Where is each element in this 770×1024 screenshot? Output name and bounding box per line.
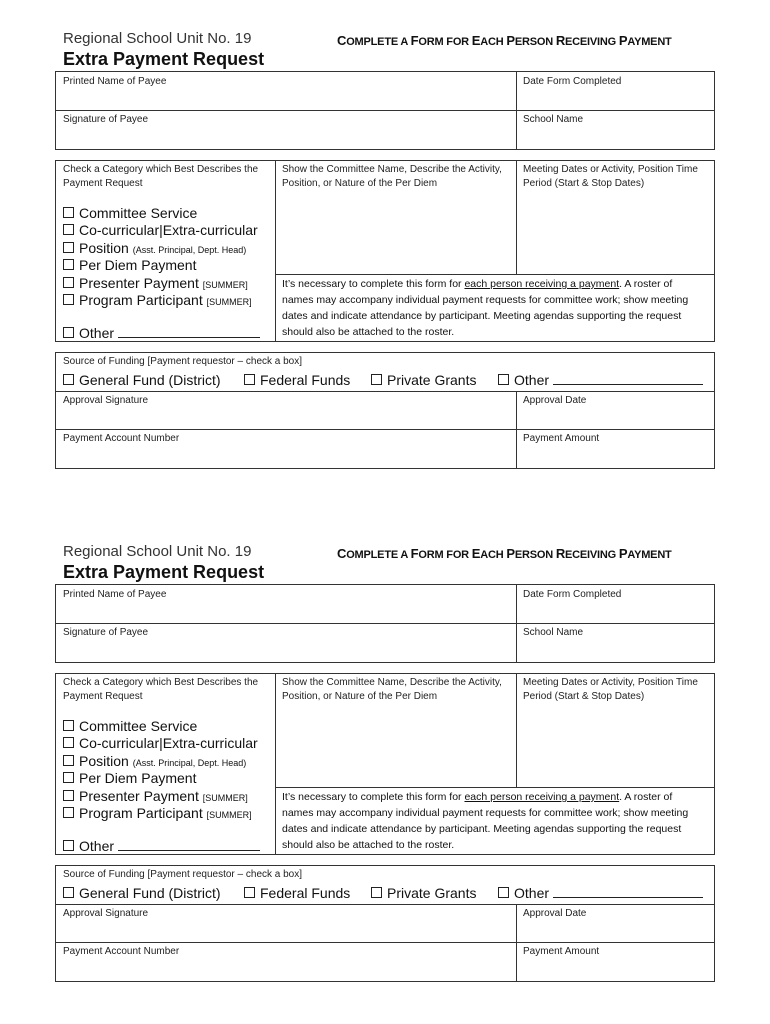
checkbox-icon[interactable] [498,374,509,385]
org-name: Regional School Unit No. 19 [63,543,252,560]
school-name-label: School Name [523,627,584,638]
category-committee-service[interactable]: Committee Service [63,718,197,735]
payee-signature-field[interactable] [63,626,513,660]
other-funding-input[interactable] [553,372,703,385]
funding-private-grants[interactable]: Private Grants [371,372,476,388]
approval-date-field[interactable] [523,394,711,427]
account-number-field[interactable] [63,945,513,979]
checkbox-icon[interactable] [63,755,74,766]
form-instruction: COMPLETE A FORM FOR EACH PERSON RECEIVING PAYMENT [337,33,672,48]
date-completed-field[interactable] [523,75,711,109]
meeting-dates-field[interactable] [519,196,713,272]
form-note: It’s necessary to complete this form for each person receiving a payment. A roster of names may accompany individual payment requests for committee work; show meeting dates and indicate attendance by participant. Meeting agendas supporting the request should also be attached to the roster. [282,791,689,851]
funding-general-fund[interactable]: General Fund (District) [63,372,221,388]
category-other[interactable]: Other [63,838,260,855]
account-number-field[interactable] [63,432,513,466]
approval-date-field[interactable] [523,907,711,940]
category-position[interactable]: Position (Asst. Principal, Dept. Head) [63,753,246,772]
funding-other[interactable]: Other [498,885,703,901]
funding-label: Source of Funding [Payment requestor – check a box] [63,869,303,880]
payment-amount-field[interactable] [523,945,711,979]
checkbox-icon[interactable] [63,887,74,898]
account-number-label: Payment Account Number [63,433,180,444]
payee-name-field[interactable] [63,588,513,622]
other-category-input[interactable] [118,838,260,851]
committee-description-field[interactable] [278,196,514,272]
funding-general-fund[interactable]: General Fund (District) [63,885,221,901]
checkbox-icon[interactable] [63,720,74,731]
payee-name-label: Printed Name of Payee [63,589,167,600]
category-program-participant[interactable]: Program Participant [SUMMER] [63,805,252,824]
approval-date-label: Approval Date [523,908,587,919]
checkbox-icon[interactable] [244,887,255,898]
other-funding-input[interactable] [553,885,703,898]
checkbox-icon[interactable] [63,242,74,253]
account-number-label: Payment Account Number [63,946,180,957]
funding-other[interactable]: Other [498,372,703,388]
date-completed-field[interactable] [523,588,711,622]
checkbox-icon[interactable] [63,327,74,338]
checkbox-icon[interactable] [63,840,74,851]
committee-description-field[interactable] [278,709,514,785]
school-name-label: School Name [523,114,584,125]
payee-signature-label: Signature of Payee [63,627,149,638]
school-name-field[interactable] [523,113,711,147]
date-completed-label: Date Form Completed [523,76,622,87]
funding-federal-funds[interactable]: Federal Funds [244,885,350,901]
date-completed-label: Date Form Completed [523,589,622,600]
payment-form-2 [0,513,770,983]
funding-label: Source of Funding [Payment requestor – check a box] [63,356,303,367]
category-cocurricular[interactable]: Co-curricular|Extra-curricular [63,222,258,239]
checkbox-icon[interactable] [498,887,509,898]
approval-signature-field[interactable] [63,394,513,427]
meeting-dates-field[interactable] [519,709,713,785]
category-presenter[interactable]: Presenter Payment [SUMMER] [63,275,248,294]
checkbox-icon[interactable] [244,374,255,385]
org-name: Regional School Unit No. 19 [63,30,252,47]
committee-description-header: Show the Committee Name, Describe the Activity, Position, or Nature of the Per Diem [282,677,502,702]
checkbox-icon[interactable] [371,887,382,898]
payee-signature-label: Signature of Payee [63,114,149,125]
checkbox-icon[interactable] [63,374,74,385]
approval-signature-label: Approval Signature [63,395,149,406]
category-presenter[interactable]: Presenter Payment [SUMMER] [63,788,248,807]
meeting-dates-header: Meeting Dates or Activity, Position Time Period (Start & Stop Dates) [523,677,698,702]
payment-amount-label: Payment Amount [523,946,600,957]
committee-description-header: Show the Committee Name, Describe the Activity, Position, or Nature of the Per Diem [282,164,502,189]
checkbox-icon[interactable] [63,294,74,305]
payment-amount-field[interactable] [523,432,711,466]
meeting-dates-header: Meeting Dates or Activity, Position Time Period (Start & Stop Dates) [523,164,698,189]
approval-date-label: Approval Date [523,395,587,406]
other-category-input[interactable] [118,325,260,338]
category-per-diem[interactable]: Per Diem Payment [63,257,196,274]
form-instruction: COMPLETE A FORM FOR EACH PERSON RECEIVING PAYMENT [337,546,672,561]
category-committee-service[interactable]: Committee Service [63,205,197,222]
checkbox-icon[interactable] [63,790,74,801]
category-position[interactable]: Position (Asst. Principal, Dept. Head) [63,240,246,259]
school-name-field[interactable] [523,626,711,660]
approval-signature-field[interactable] [63,907,513,940]
checkbox-icon[interactable] [63,772,74,783]
checkbox-icon[interactable] [63,207,74,218]
payee-name-field[interactable] [63,75,513,109]
checkbox-icon[interactable] [63,277,74,288]
payment-form-1 [0,0,770,470]
funding-federal-funds[interactable]: Federal Funds [244,372,350,388]
category-per-diem[interactable]: Per Diem Payment [63,770,196,787]
category-cocurricular[interactable]: Co-curricular|Extra-curricular [63,735,258,752]
funding-private-grants[interactable]: Private Grants [371,885,476,901]
form-title: Extra Payment Request [63,49,265,69]
category-program-participant[interactable]: Program Participant [SUMMER] [63,292,252,311]
category-header: Check a Category which Best Describes the Payment Request [63,164,259,189]
approval-signature-label: Approval Signature [63,908,149,919]
form-title: Extra Payment Request [63,562,265,582]
category-header: Check a Category which Best Describes the Payment Request [63,677,259,702]
form-note: It’s necessary to complete this form for each person receiving a payment. A roster of names may accompany individual payment requests for committee work; show meeting dates and indicate attendance by participant. Meeting agendas supporting the request should also be attached to the roster. [282,278,689,338]
checkbox-icon[interactable] [63,737,74,748]
checkbox-icon[interactable] [371,374,382,385]
payee-signature-field[interactable] [63,113,513,147]
category-other[interactable]: Other [63,325,260,342]
payment-amount-label: Payment Amount [523,433,600,444]
checkbox-icon[interactable] [63,807,74,818]
checkbox-icon[interactable] [63,259,74,270]
checkbox-icon[interactable] [63,224,74,235]
payee-name-label: Printed Name of Payee [63,76,167,87]
